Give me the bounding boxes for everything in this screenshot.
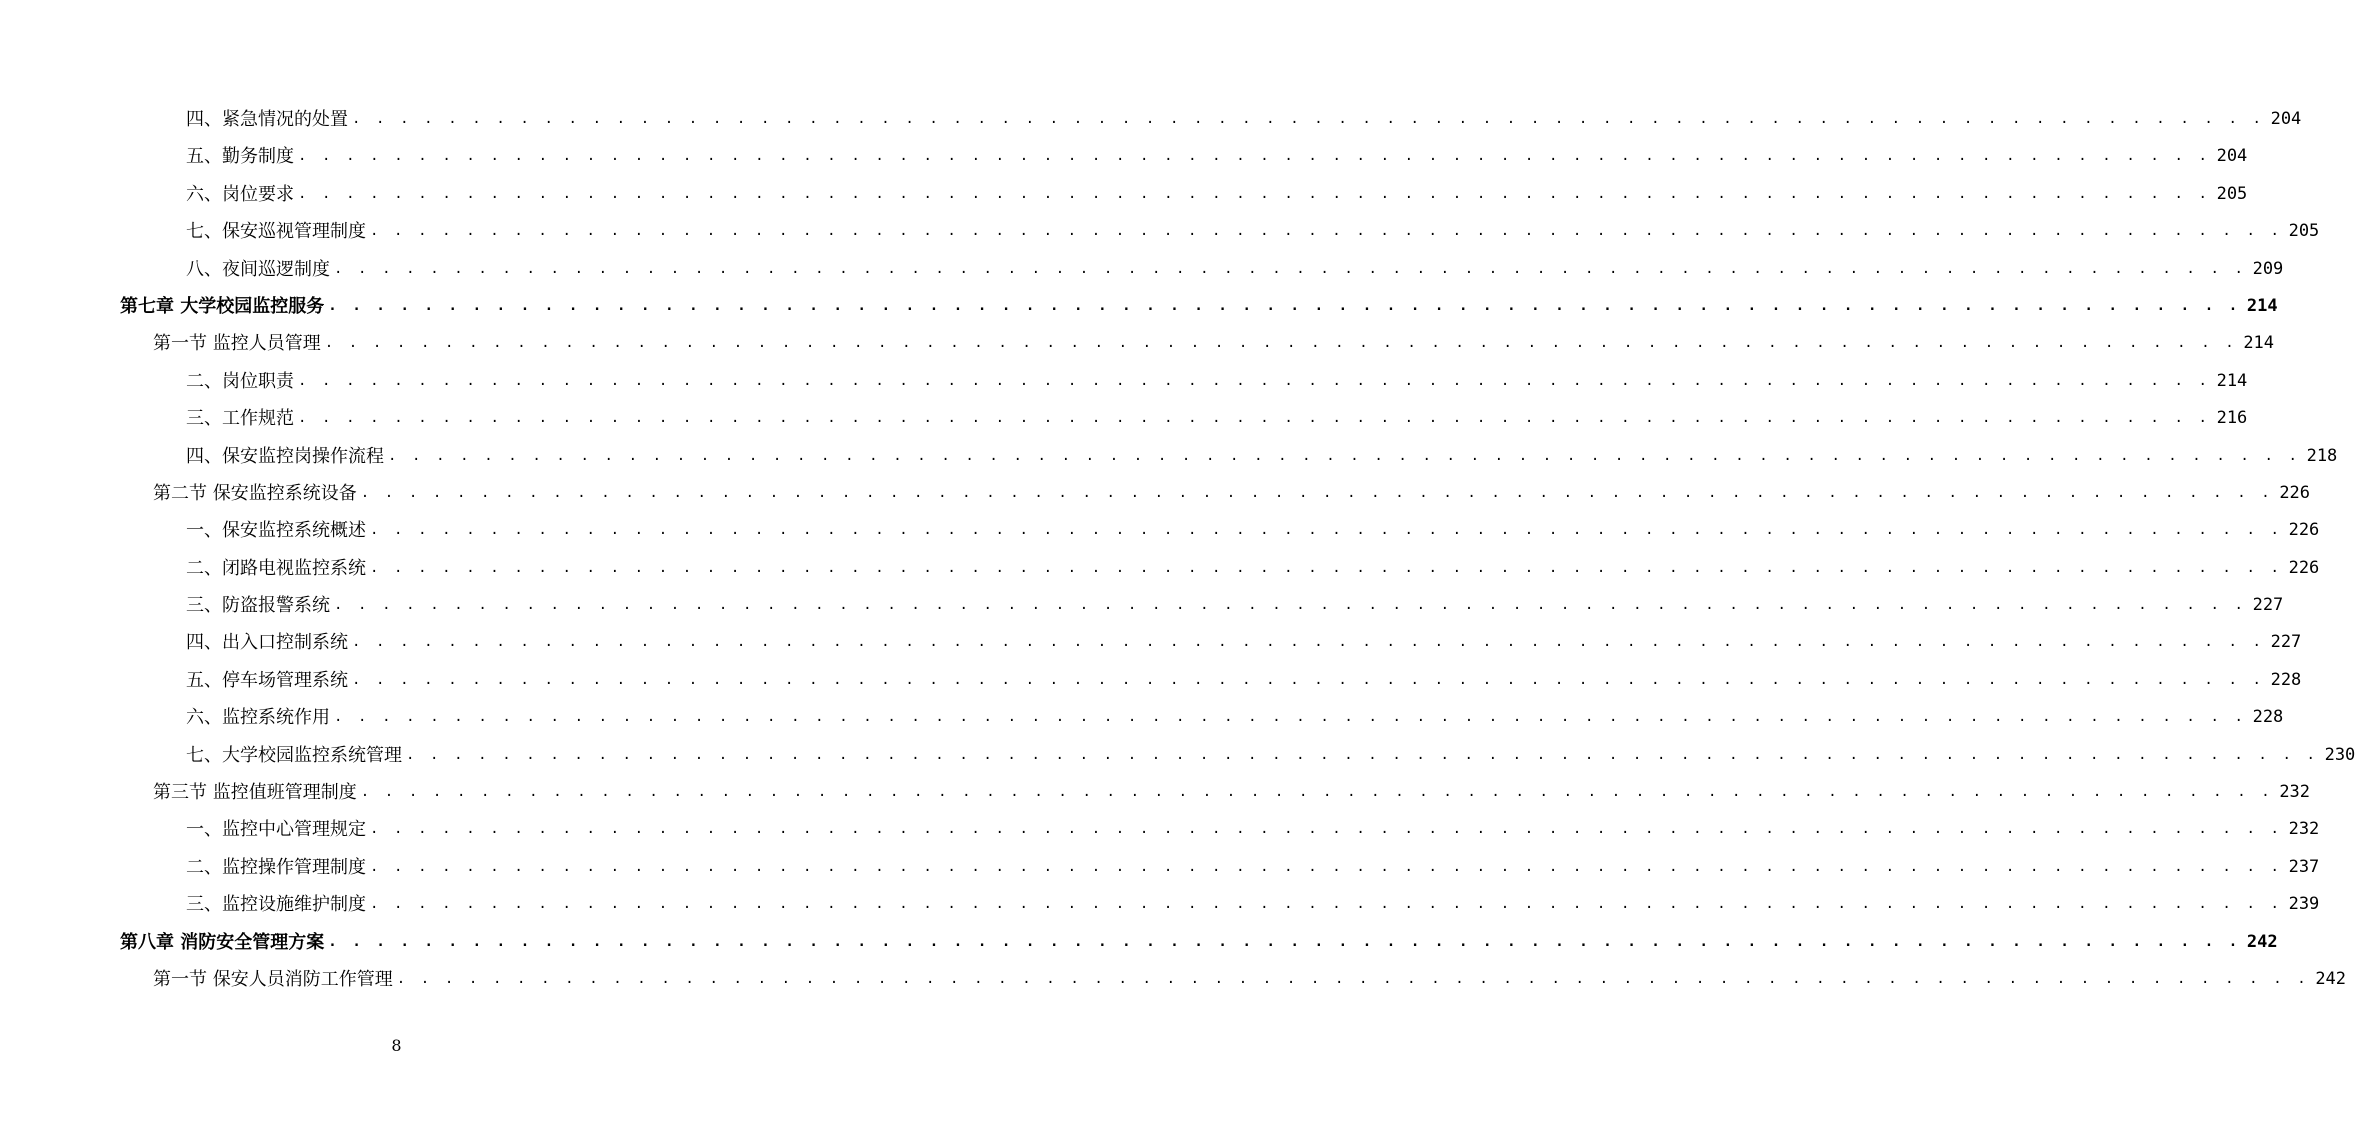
toc-entry-page: 230 [2324,744,2355,765]
toc-entry-label: 一、监控中心管理规定 [186,819,366,841]
toc-dot-leader: . . . . . . . . . . . . . . . . . . . . . . . . . . . . . . . . . . . . . . . . . . . . . . . . . . . . . . . . . . . . . . . . . . . . . . . . . . . . . . . . [328,933,2241,950]
toc-entry-page: 232 [2288,819,2320,840]
toc-entry-item[interactable] [0,101,2302,138]
toc-entry-item[interactable] [0,550,2320,587]
toc-entry-item[interactable] [0,438,2338,475]
toc-entry-item[interactable] [0,363,2248,400]
toc-entry-page: 204 [2216,146,2248,167]
toc-entry-page: 237 [2288,856,2320,877]
toc-entry-item[interactable] [0,251,2284,288]
toc-entry-item[interactable] [0,587,2284,624]
page-number: 8 [391,1036,402,1055]
toc-dot-leader: . . . . . . . . . . . . . . . . . . . . . . . . . . . . . . . . . . . . . . . . . . . . . . . . . . . . . . . . . . . . . . . . . . . . . . . . . . . . . . . . [298,410,2211,427]
toc-entry-item[interactable] [0,662,2302,699]
toc-entry-page: 228 [2270,669,2302,690]
toc-entry-item[interactable] [0,400,2248,437]
toc-entry-item[interactable] [0,737,2355,774]
toc-dot-leader: . . . . . . . . . . . . . . . . . . . . . . . . . . . . . . . . . . . . . . . . . . . . . . . . . . . . . . . . . . . . . . . . . . . . . . . . . . . . . . . . [370,522,2283,539]
toc-dot-leader: . . . . . . . . . . . . . . . . . . . . . . . . . . . . . . . . . . . . . . . . . . . . . . . . . . . . . . . . . . . . . . . . . . . . . . . . . . . . . . . . [360,484,2274,501]
toc-dot-leader: . . . . . . . . . . . . . . . . . . . . . . . . . . . . . . . . . . . . . . . . . . . . . . . . . . . . . . . . . . . . . . . . . . . . . . . . . . . . . . . . [324,335,2238,352]
toc-entry-page: 226 [2288,520,2320,541]
toc-entry-page: 214 [2246,295,2278,316]
toc-entry-label: 四、出入口控制系统 [186,632,348,654]
toc-entry-label: 三、工作规范 [186,408,294,430]
toc-entry-page: 204 [2270,109,2302,129]
toc-dot-leader: . . . . . . . . . . . . . . . . . . . . . . . . . . . . . . . . . . . . . . . . . . . . . . . . . . . . . . . . . . . . . . . . . . . . . . . . . . . . . . . . [352,634,2265,651]
toc-entry-page: 239 [2288,894,2320,915]
toc-entry-item[interactable] [0,886,2320,923]
toc-entry-page: 242 [2315,968,2347,989]
toc-entry-page: 205 [2216,183,2248,204]
toc-entry-label: 第一节 监控人员管理 [153,333,321,355]
toc-dot-leader: . . . . . . . . . . . . . . . . . . . . . . . . . . . . . . . . . . . . . . . . . . . . . . . . . . . . . . . . . . . . . . . . . . . . . . . . . . . . . . . . [370,858,2283,875]
toc-entry-label: 二、岗位职责 [186,370,294,392]
toc-entry-label: 二、闭路电视监控系统 [186,557,366,579]
toc-entry-label: 第一节 保安人员消防工作管理 [153,968,393,990]
toc-dot-leader: . . . . . . . . . . . . . . . . . . . . . . . . . . . . . . . . . . . . . . . . . . . . . . . . . . . . . . . . . . . . . . . . . . . . . . . . . . . . . . . . [298,148,2211,165]
toc-entry-page: 226 [2288,557,2320,578]
toc-entry-section[interactable] [0,325,2275,362]
toc-entry-page: 205 [2288,221,2320,242]
toc-entry-page: 232 [2279,782,2311,803]
toc-entry-label: 六、岗位要求 [186,183,294,205]
toc-entry-label: 七、保安巡视管理制度 [186,221,366,243]
toc-dot-leader: . . . . . . . . . . . . . . . . . . . . . . . . . . . . . . . . . . . . . . . . . . . . . . . . . . . . . . . . . . . . . . . . . . . . . . . . . . . . . . . . [370,896,2283,913]
toc-entry-chapter[interactable] [0,924,2278,961]
toc-dot-leader: . . . . . . . . . . . . . . . . . . . . . . . . . . . . . . . . . . . . . . . . . . . . . . . . . . . . . . . . . . . . . . . . . . . . . . . . . . . . . . . . [334,709,2247,726]
toc-entry-label: 六、监控系统作用 [186,707,330,729]
toc-entry-section[interactable] [0,961,2347,998]
toc-entry-label: 一、保安监控系统概述 [186,520,366,542]
toc-entry-label: 二、监控操作管理制度 [186,856,366,878]
toc-dot-leader: . . . . . . . . . . . . . . . . . . . . . . . . . . . . . . . . . . . . . . . . . . . . . . . . . . . . . . . . . . . . . . . . . . . . . . . . . . . . . . . . [334,597,2247,614]
toc-dot-leader: . . . . . . . . . . . . . . . . . . . . . . . . . . . . . . . . . . . . . . . . . . . . . . . . . . . . . . . . . . . . . . . . . . . . . . . . . . . . . . . . [406,746,2319,763]
toc-entry-label: 三、防盗报警系统 [186,595,330,617]
toc-entry-label: 四、紧急情况的处置 [186,109,348,130]
toc-entry-label: 三、监控设施维护制度 [186,894,366,916]
toc-entry-item[interactable] [0,512,2320,549]
toc-entry-label: 第七章 大学校园监控服务 [120,295,325,317]
toc-entry-label: 七、大学校园监控系统管理 [186,744,402,766]
toc-entry-page: 227 [2270,632,2302,653]
table-of-contents [0,101,2355,998]
toc-entry-label: 第二节 保安监控系统设备 [153,482,357,504]
toc-entry-section[interactable] [0,774,2311,811]
toc-entry-item[interactable] [0,213,2320,250]
toc-entry-label: 五、停车场管理系统 [186,669,348,691]
toc-dot-leader: . . . . . . . . . . . . . . . . . . . . . . . . . . . . . . . . . . . . . . . . . . . . . . . . . . . . . . . . . . . . . . . . . . . . . . . . . . . . . . . . [388,447,2301,464]
toc-dot-leader: . . . . . . . . . . . . . . . . . . . . . . . . . . . . . . . . . . . . . . . . . . . . . . . . . . . . . . . . . . . . . . . . . . . . . . . . . . . . . . . . [334,260,2247,277]
toc-entry-page: 228 [2252,707,2284,728]
toc-entry-page: 214 [2216,370,2248,391]
toc-entry-page: 227 [2252,595,2284,616]
toc-dot-leader: . . . . . . . . . . . . . . . . . . . . . . . . . . . . . . . . . . . . . . . . . . . . . . . . . . . . . . . . . . . . . . . . . . . . . . . . . . . . . . . . [298,372,2211,389]
toc-dot-leader: . . . . . . . . . . . . . . . . . . . . . . . . . . . . . . . . . . . . . . . . . . . . . . . . . . . . . . . . . . . . . . . . . . . . . . . . . . . . . . . . [370,821,2283,838]
toc-entry-label: 第八章 消防安全管理方案 [120,931,325,953]
toc-entry-item[interactable] [0,849,2320,886]
toc-entry-page: 209 [2252,258,2284,279]
toc-entry-label: 八、夜间巡逻制度 [186,258,330,280]
toc-entry-section[interactable] [0,475,2311,512]
toc-entry-page: 214 [2243,333,2275,354]
toc-dot-leader: . . . . . . . . . . . . . . . . . . . . . . . . . . . . . . . . . . . . . . . . . . . . . . . . . . . . . . . . . . . . . . . . . . . . . . . . . . . . . . . . [360,784,2274,801]
toc-entry-item[interactable] [0,811,2320,848]
toc-dot-leader: . . . . . . . . . . . . . . . . . . . . . . . . . . . . . . . . . . . . . . . . . . . . . . . . . . . . . . . . . . . . . . . . . . . . . . . . . . . . . . . . [352,671,2265,688]
toc-entry-page: 218 [2306,445,2338,466]
toc-entry-label: 五、勤务制度 [186,146,294,168]
toc-entry-label: 第三节 监控值班管理制度 [153,782,357,804]
toc-entry-item[interactable] [0,138,2248,175]
toc-entry-chapter[interactable] [0,288,2278,325]
toc-dot-leader: . . . . . . . . . . . . . . . . . . . . . . . . . . . . . . . . . . . . . . . . . . . . . . . . . . . . . . . . . . . . . . . . . . . . . . . . . . . . . . . . [370,223,2283,240]
toc-entry-page: 226 [2279,482,2311,503]
toc-entry-item[interactable] [0,624,2302,661]
toc-entry-label: 四、保安监控岗操作流程 [186,445,384,467]
toc-dot-leader: . . . . . . . . . . . . . . . . . . . . . . . . . . . . . . . . . . . . . . . . . . . . . . . . . . . . . . . . . . . . . . . . . . . . . . . . . . . . . . . . [396,970,2310,987]
toc-dot-leader: . . . . . . . . . . . . . . . . . . . . . . . . . . . . . . . . . . . . . . . . . . . . . . . . . . . . . . . . . . . . . . . . . . . . . . . . . . . . . . . . [328,297,2241,314]
toc-entry-item[interactable] [0,699,2284,736]
toc-dot-leader: . . . . . . . . . . . . . . . . . . . . . . . . . . . . . . . . . . . . . . . . . . . . . . . . . . . . . . . . . . . . . . . . . . . . . . . . . . . . . . . . [370,559,2283,576]
toc-dot-leader: . . . . . . . . . . . . . . . . . . . . . . . . . . . . . . . . . . . . . . . . . . . . . . . . . . . . . . . . . . . . . . . . . . . . . . . . . . . . . . . . [298,185,2211,202]
toc-entry-item[interactable] [0,176,2248,213]
toc-entry-page: 242 [2246,931,2278,952]
toc-entry-page: 216 [2216,408,2248,429]
toc-dot-leader: . . . . . . . . . . . . . . . . . . . . . . . . . . . . . . . . . . . . . . . . . . . . . . . . . . . . . . . . . . . . . . . . . . . . . . . . . . . . . . . . [352,111,2265,127]
